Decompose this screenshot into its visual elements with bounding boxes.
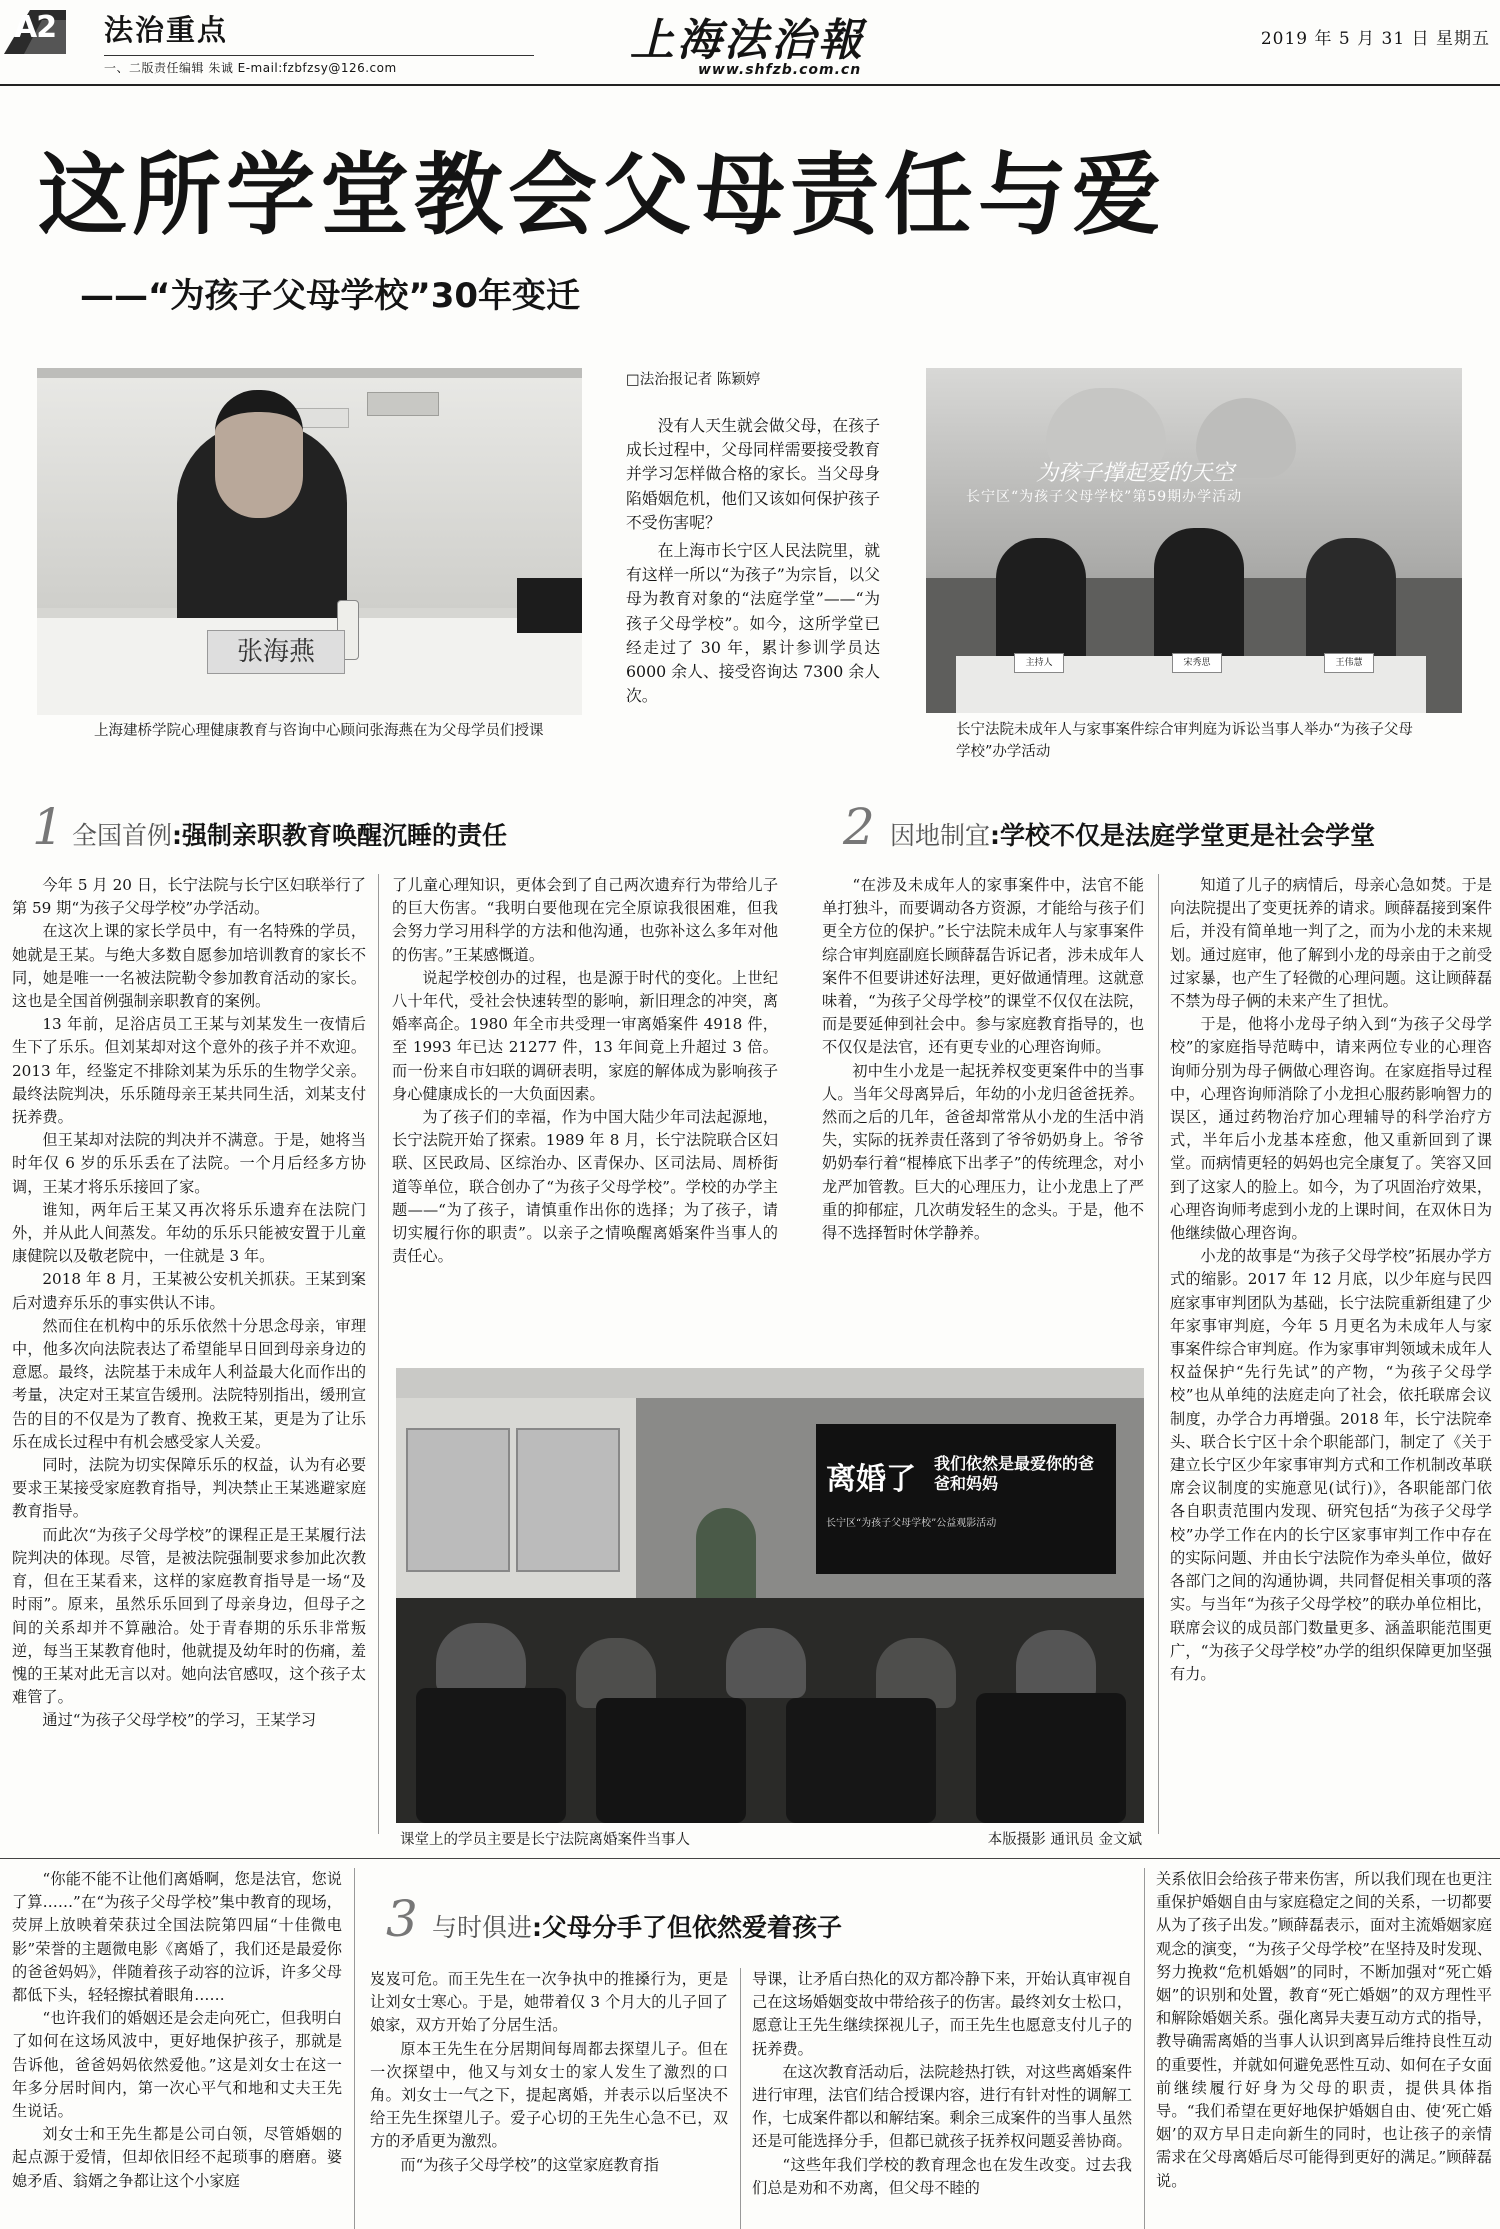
page-code: A2 [14,10,57,45]
banner-subtitle: 长宁区“为孩子父母学校”第59期办学活动 [966,489,1243,505]
website-url: www.shfzb.com.cn [698,62,862,78]
paragraph: 今年 5 月 20 日，长宁法院与长宁区妇联举行了第 59 期“为孩子父母学校”办学活动。 [12,876,366,918]
paragraph: “这些年我们学校的教育理念也在发生改变。过去我们总是劝和不劝离，但父母不睦的 [752,2155,1132,2197]
column-rule [378,874,379,1834]
issue-date: 2019 年 5 月 31 日 星期五 [1260,29,1490,49]
paragraph: 谁知，两年后王某又再次将乐乐遗弃在法院门外，并从此人间蒸发。年幼的乐乐只能被安置于儿童康健院以及敬老院中，一住就是 3 年。 [12,1200,366,1266]
paragraph: 初中生小龙是一起抚养权变更案件中的当事人。当年父母离异后，年幼的小龙归爸爸抚养。然而之后的几年，爸爸却常常从小龙的生活中消失，实际的抚养责任落到了爷爷奶奶身上。爷爷奶奶奉行着“棍棒底下出孝子”的传统理念，对小龙严加管教。巨大的心理压力，让小龙患上了严重的抑郁症，几次萌发轻生的念头。于是，他不得不选择暂时休学静养。 [822,1061,1144,1243]
paragraph: 通过“为孩子父母学校”的学习，王某学习 [42,1711,317,1730]
chair [596,1698,746,1823]
screen-small-text: 长宁区“为孩子父母学校”公益观影活动 [826,1518,997,1529]
sec3-column-2 [370,1968,728,2229]
photo1-caption: 上海建桥学院心理健康教育与咨询中心顾问张海燕在为父母学员们授课 [94,723,544,739]
judge-figure [1154,528,1244,668]
photo3-caption: 课堂上的学员主要是长宁法院离婚案件当事人 [400,1832,690,1848]
paragraph: 13 年前，足浴店员工王某与刘某发生一夜情后生下了乐乐。但刘某却对这个意外的孩子并不欢迎。2013 年，经鉴定不排除刘某为乐乐的生物学父亲。最终法院判决，乐乐随母亲王某共同生活，刘某支付抚养费。 [12,1015,366,1127]
section-heading [432,1908,842,1944]
editor-line: 一、二版责任编辑 朱诚 E-mail:fzbfzsy@126.com [104,61,397,75]
audience-member [726,1628,806,1698]
screen-subtitle: 我们依然是最爱你的爸爸和妈妈 [934,1454,1095,1493]
paragraph: 在这次上课的家长学员中，有一名特殊的学员，她就是王某。与绝大多数自愿参加培训教育的家长不同，她是唯一一名被法院勒令参加教育活动的家长。这也是全国首例强制亲职教育的案例。 [12,922,366,1011]
section-title: :强制亲职教育唤醒沉睡的责任 [172,821,508,850]
plate: 主持人 [1014,653,1064,673]
sec1-column-2 [392,874,778,1344]
nameplate-text: 张海燕 [236,637,315,667]
sec2-column-2 [1170,874,1492,1834]
section-number: 2 [843,798,875,856]
sec1-column-1 [12,874,366,1834]
paragraph: 说起学校创办的过程，也是源于时代的变化。上世纪八十年代，受社会快速转型的影响，新旧理念的冲突，离婚率高企。1980 年全市共受理一审离婚案件 4918 件，至 1993 年已达 21277 件，13 年间竟上升超过 3 倍。而一份来自市妇联的调研表明，家庭的解体成为影响孩子身心健康成长的一大负面因素。 [392,968,778,1103]
judge-figure [996,538,1086,668]
section-heading [890,816,1375,852]
section-number: 3 [386,1890,418,1948]
laptop [517,578,582,633]
subheadline: ——“为孩子父母学校”30年变迁 [80,276,581,316]
lead-paragraph: 在上海市长宁区人民法院里，就有这样一所以“为孩子”为宗旨，以父母为教育对象的“法庭学堂”——“为孩子父母学校”。如今，这所学堂已经走过了 30 年，累计参训学员达 6000 余人、接受咨询达 7300 余人次。 [626,541,880,706]
paragraph: 岌岌可危。而王先生在一次争执中的推搡行为，更是让刘女士寒心。于是，她带着仅 3 个月大的儿子回了娘家，双方开始了分居生活。 [370,1970,728,2035]
headline: 这所学堂教会父母责任与爱 [38,143,1166,247]
classroom-photo [396,1368,1144,1823]
paragraph: 但王某却对法院的判决并不满意。于是，她将当时年仅 6 岁的乐乐丢在了法院。一个月后经多方协调，王某才将乐乐接回了家。 [12,1131,366,1196]
column-rule [354,1868,355,2229]
paragraph: 了儿童心理知识，更体会到了自己两次遗弃行为带给儿子的巨大伤害。“我明白要他现在完全原谅我很困难，但我会努力学习用科学的方法和他沟通，也弥补这么多年对他的伤害。”王某感慨道。 [392,876,778,964]
lecturer-photo [37,368,582,715]
paragraph: 导课，让矛盾白热化的双方都冷静下来，开始认真审视自己在这场婚姻变故中带给孩子的伤害。最终刘女士松口，愿意让王先生继续探视儿子，而王先生也愿意支付儿子的抚养费。 [752,1970,1132,2058]
wall-sign [367,392,439,416]
paragraph: 2018 年 8 月，王某被公安机关抓获。王某到案后对遗弃乐乐的事实供认不讳。 [12,1270,366,1312]
paragraph: 同时，法院为切实保障乐乐的权益，认为有必要要求王某接受家庭教育指导，判决禁止王某逃避家庭教育指导。 [12,1456,366,1521]
chair [786,1698,936,1823]
sec2-column-1 [822,874,1144,1354]
masthead-logo: 上海法治報 [630,15,865,66]
sec3-column-3 [752,1968,1132,2229]
paragraph: “在涉及未成年人的家事案件中，法官不能单打独斗，而要调动各方资源，才能给与孩子们更全方位的保护。”长宁法院未成年人与家事案件综合审判庭副庭长顾薛磊告诉记者，涉未成年人案件不但要讲述好法理，更好做通情理。这就意味着，“为孩子父母学校”的课堂不仅仅在法院，而是要延伸到社会中。参与家庭教育指导的，也不仅仅是法官，还有更专业的心理咨询师。 [822,876,1144,1057]
column-rule [1158,874,1159,1834]
paragraph: 刘女士和王先生都是公司白领，尽管婚姻的起点源于爱情，但却依旧经不起琐事的磨磨。婆媳矛盾、翁婿之争都让这个小家庭 [12,2125,342,2190]
projection-screen [816,1424,1116,1574]
lead-paragraph: 没有人天生就会做父母，在孩子成长过程中，父母同样需要接受教育并学习怎样做合格的家长。当父母身陷婚姻危机，他们又该如何保护孩子不受伤害呢？ [626,416,880,532]
section-divider [0,1858,1500,1859]
column-rule [1144,1868,1145,2229]
paragraph: 在这次教育活动后，法院趁热打铁，对这些离婚案件进行审理，法官们结合授课内容，进行有针对性的调解工作，七成案件都以和解结案。剩余三成案件的当事人虽然还是可能选择分手，但都已就孩子抚养权问题妥善协商。 [752,2062,1132,2151]
section-lead: 全国首例 [72,821,173,850]
paragraph: 原本王先生在分居期间每周都去探望儿子。但在一次探望中，他又与刘女士的家人发生了激烈的口角。刘女士一气之下，提起离婚，并表示以后坚决不给王先生探望儿子。爱子心切的王先生心急不已，双方的矛盾更为激烈。 [370,2039,728,2151]
audience-member [436,1623,526,1693]
byline: □法治报记者 陈颖婷 [626,372,761,388]
plate: 王伟慧 [1324,653,1374,673]
section-name: 法治重点 [104,13,229,47]
host-figure [1306,538,1396,668]
section-title: :学校不仅是法庭学堂更是社会学堂 [990,821,1376,850]
section-lead: 与时俱进 [432,1913,533,1942]
photo-credit: 本版摄影 通讯员 金文斌 [987,1832,1142,1848]
lecturer-face [215,390,303,518]
chair [416,1688,566,1823]
banner-title: 为孩子撑起爱的天空 [1036,461,1235,486]
lead-text [626,414,880,734]
paragraph: 关系依旧会给孩子带来伤害，所以我们现在也更注重保护婚姻自由与家庭稳定之间的关系，一切都要从为了孩子出发。”顾薛磊表示，面对主流婚姻家庭观念的演变，“为孩子父母学校”在坚持及时发现、努力挽救“危机婚姻”的同时，不断加强对“死亡婚姻”的识别和处置，教育“死亡婚姻”的双方理性平和解除婚姻关系。强化离异夫妻互动方式的指导，教导确需离婚的当事人认识到离异后维持良性互动的重要性，并就如何避免恶性互动、如何在子女面前继续履行好身为父母的职责，提供具体指导。“我们希望在更好地保护婚姻自由、使‘死亡婚姻’的双方早日走向新生的同时，也让孩子的亲情需求在父母离婚后尽可能得到更好的满足。”顾薛磊说。 [1156,1870,1492,2190]
audience-member [1016,1630,1096,1700]
chair [976,1693,1126,1823]
paragraph: “也许我们的婚姻还是会走向死亡，但我明白了如何在这场风波中，更好地保护孩子，那就是告诉他，爸爸妈妈依然爱他。”这是刘女士在这一年多分居时间内，第一次心平气和地和丈夫王先生说话。 [12,2009,342,2121]
paragraph: 为了孩子们的幸福，作为中国大陆少年司法起源地，长宁法院开始了探索。1989 年 8 月，长宁法院联合区妇联、区民政局、区综治办、区青保办、区司法局、周桥街道等单位，联合创办了“为孩子父母学校”。学校的办学主题——“为了孩子，请慎重作出你的选择；为了孩子，请切实履行你的职责”。以亲子之情唤醒离婚案件当事人的责任心。 [392,1108,778,1266]
window [406,1428,510,1572]
paragraph: 小龙的故事是“为孩子父母学校”拓展办学方式的缩影。2017 年 12 月底，以少年庭与民四庭家事审判团队为基础，长宁法院重新组建了少年家事审判庭，今年 5 月更名为未成年人与家事案件综合审判庭。作为家事审判领域未成年人权益保护“先行先试”的产物，“为孩子父母学校”也从单纯的法庭走向了社会，依托联席会议制度，办学合力再增强。2018 年，长宁法院牵头、联合长宁区十余个职能部门，制定了《关于建立长宁区少年家事审判方式和工作机制改革联席会议制度的实施意见(试行)》，各职能部门依各自职责范围内发现、研究包括“为孩子父母学校”办学工作在内的长宁区家事审判工作中存在的实际问题、并由长宁法院作为牵头单位，做好各部门之间的沟通协调，共同督促相关事项的落实。与当年“为孩子父母学校”的联办单位相比，联席会议的成员部门数量更多、涵盖职能范围更广，“为孩子父母学校”办学的组织保障更加坚强有力。 [1170,1247,1492,1683]
section-title: :父母分手了但依然爱着孩子 [532,1913,843,1942]
window [516,1428,620,1572]
section-number: 1 [32,798,64,856]
photo2-caption: 长宁法院未成年人与家事案件综合审判庭为诉讼当事人举办“为孩子父母学校”办学活动 [956,722,1413,760]
paragraph: 知道了儿子的病情后，母亲心急如焚。于是向法院提出了变更抚养的请求。顾薛磊接到案件后，并没有简单地一判了之，而为小龙的未来规划。通过庭审，他了解到小龙的母亲由于之前受过家暴，也产生了轻微的心理问题。这让顾薛磊不禁为母子俩的未来产生了担忧。 [1170,876,1492,1011]
nameplate [207,630,345,674]
screen-title: 离婚了 [826,1462,916,1497]
paragraph: 而“为孩子父母学校”的这堂家庭教育指 [400,2155,659,2174]
paragraph: 然而住在机构中的乐乐依然十分思念母亲，审理中，他多次向法院表达了希望能早日回到母亲身边的意愿。最终，法院基于未成年人利益最大化而作出的考量，决定对王某宣告缓刑。法院特别指出，缓刑宣告的目的不仅是为了教育、挽救王某，更是为了让乐乐在成长过程中有机会感受家人关爱。 [12,1316,366,1451]
header-rule [0,84,1500,86]
sec3-column-1 [12,1868,342,2229]
section-heading [72,816,507,852]
paragraph: 而此次“为孩子父母学校”的课程正是王某履行法院判决的体现。尽管，是被法院强制要求参加此次教育，但在王某看来，这样的家庭教育指导是一场“及时雨”。原来，虽然乐乐回到了母亲身边，但母子之间的关系却并不算融洽。处于青春期的乐乐非常叛逆，每当王某教育他时，他就提及幼年时的伤痛，羞愧的王某对此无言以对。她向法官感叹，这个孩子太难管了。 [12,1525,366,1707]
hearing-photo [926,368,1462,713]
plate: 宋秀思 [1172,653,1222,673]
section-lead: 因地制宜 [890,821,991,850]
paragraph: “你能不能不让他们离婚啊，您是法官，您说了算……”在“为孩子父母学校”集中教育的现场，荧屏上放映着荣获过全国法院第四届“十佳微电影”荣誉的主题微电影《离婚了，我们还是最爱你的爸爸妈妈》，伴随着孩子动容的泣诉，许多父母都低下头，轻轻擦拭着眼角…… [12,1870,342,2005]
sec3-column-4 [1156,1868,1492,2229]
section-underline [104,55,534,56]
paragraph: 于是，他将小龙母子纳入到“为孩子父母学校”的家庭指导范畴中，请来两位专业的心理咨询师分别为母子俩做心理咨询。在家庭指导过程中，心理咨询师消除了小龙担心服药影响智力的误区，通过药物治疗加心理辅导的科学治疗方式，半年后小龙基本痊愈，他又重新回到了课堂。而病情更轻的妈妈也完全康复了。笑容又回到了这家人的脸上。如今，为了巩固治疗效果，心理咨询师考虑到小龙的上课时间，在双休日为他继续做心理咨询。 [1170,1015,1492,1243]
column-rule [740,1968,741,2229]
